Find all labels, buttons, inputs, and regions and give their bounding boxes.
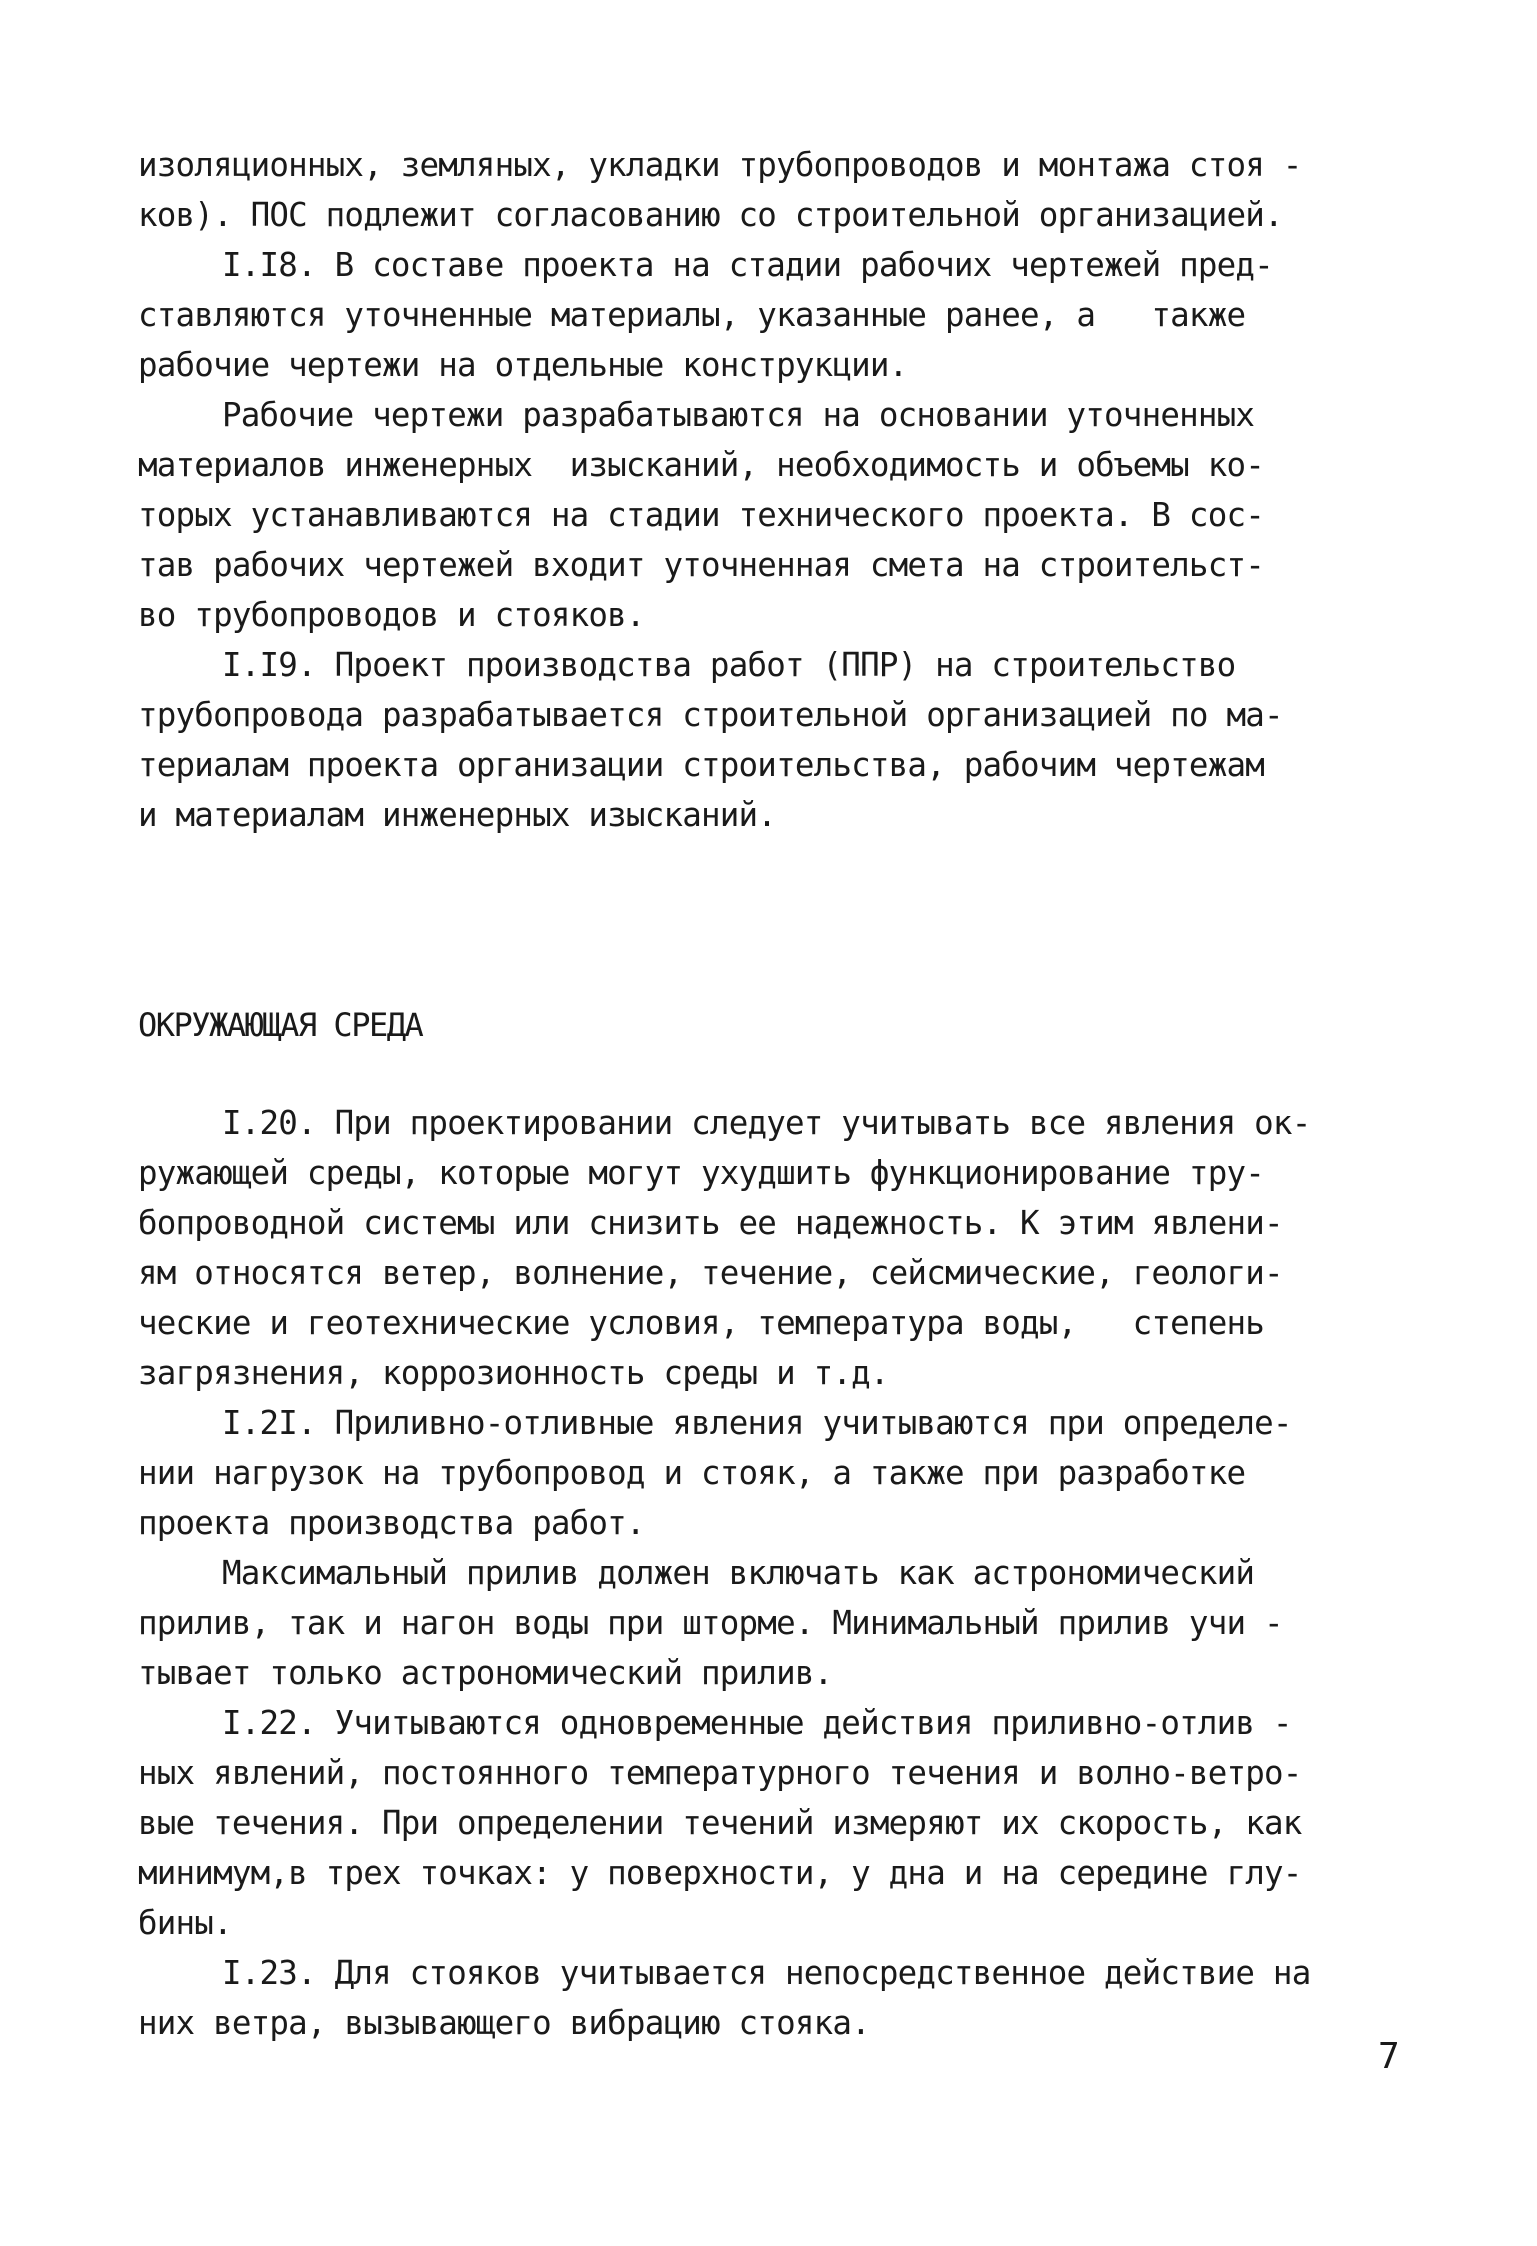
paragraph-max-tide-start: Максимальный прилив должен включать как астрономический [222, 1554, 1255, 1592]
text-line: трубопровода разрабатывается строительной организацией по ма- [138, 696, 1283, 734]
text-line: и материалам инженерных изысканий. [138, 796, 777, 834]
text-line: тывает только астрономический прилив. [138, 1654, 833, 1692]
paragraph-1-21-start: I.2I. Приливно-отливные явления учитываются при определе- [222, 1404, 1292, 1442]
paragraph-working-drawings-start: Рабочие чертежи разрабатываются на основании уточненных [222, 396, 1255, 434]
text-line: бопроводной системы или снизить ее надежность. К этим явлени- [138, 1204, 1283, 1242]
text-line: них ветра, вызывающего вибрацию стояка. [138, 2004, 870, 2042]
text-line: вые течения. При определении течений измеряют их скорость, как [138, 1804, 1302, 1842]
text-line: прилив, так и нагон воды при шторме. Минимальный прилив учи - [138, 1604, 1283, 1642]
text-line: во трубопроводов и стояков. [138, 596, 645, 634]
text-line: изоляционных, земляных, укладки трубопроводов и монтажа стоя - [138, 146, 1302, 184]
text-line: ям относятся ветер, волнение, течение, сейсмические, геологи- [138, 1254, 1283, 1292]
paragraph-1-19-start: I.I9. Проект производства работ (ППР) на строительство [222, 646, 1236, 684]
text-line: ческие и геотехнические условия, температура воды, степень [138, 1304, 1264, 1342]
text-line: тав рабочих чертежей входит уточненная смета на строительст- [138, 546, 1264, 584]
section-heading: ОКРУЖАЮЩАЯ СРЕДА [138, 1006, 423, 1044]
text-line: проекта производства работ. [138, 1504, 645, 1542]
text-line: ставляются уточненные материалы, указанные ранее, а также [138, 296, 1246, 334]
text-line: материалов инженерных изысканий, необходимость и объемы ко- [138, 446, 1264, 484]
text-block-upper [138, 140, 1408, 840]
paragraph-1-20-start: I.20. При проектировании следует учитывать все явления ок- [222, 1104, 1311, 1142]
text-line: рабочие чертежи на отдельные конструкции. [138, 346, 908, 384]
paragraph-1-22-start: I.22. Учитываются одновременные действия приливно-отлив - [222, 1704, 1292, 1742]
page-number: 7 [1378, 2036, 1400, 2077]
text-block-lower [138, 1098, 1408, 2048]
paragraph-1-18-start: I.I8. В составе проекта на стадии рабочих чертежей пред- [222, 246, 1273, 284]
text-line: ных явлений, постоянного температурного течения и волно-ветро- [138, 1754, 1302, 1792]
text-line: загрязнения, коррозионность среды и т.д. [138, 1354, 889, 1392]
text-line: ружающей среды, которые могут ухудшить функционирование тру- [138, 1154, 1264, 1192]
text-line: минимум,в трех точках: у поверхности, у дна и на середине глу- [138, 1854, 1302, 1892]
text-line: нии нагрузок на трубопровод и стояк, а также при разработке [138, 1454, 1246, 1492]
text-line: бины. [138, 1904, 232, 1942]
text-line: торых устанавливаются на стадии технического проекта. В сос- [138, 496, 1264, 534]
paragraph-1-23-start: I.23. Для стояков учитывается непосредственное действие на [222, 1954, 1311, 1992]
text-line: териалам проекта организации строительства, рабочим чертежам [138, 746, 1264, 784]
text-line: ков). ПОС подлежит согласованию со строительной организацией. [138, 196, 1283, 234]
